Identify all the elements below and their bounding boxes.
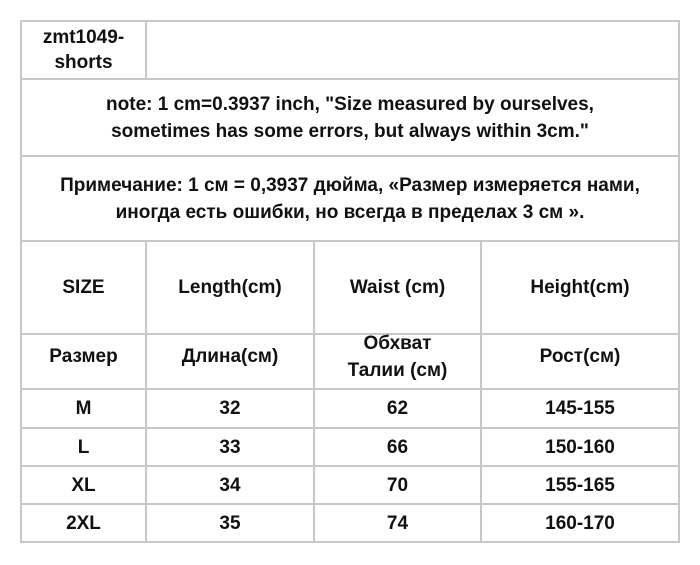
table-cell-length: 33 (147, 429, 315, 467)
table-cell-length: 34 (147, 467, 315, 505)
note-english: note: 1 cm=0.3937 inch, "Size measured by ourselves, sometimes has some errors, but always within 3cm." (22, 80, 678, 157)
table-cell-size: 2XL (22, 505, 147, 541)
table-cell-height: 160-170 (545, 512, 615, 534)
header-length: Length(cm) (147, 242, 315, 335)
table-cell-length: 32 (147, 390, 315, 429)
header-height-ru: Рост(см) (482, 325, 678, 390)
header-size-ru: Размер (22, 325, 147, 390)
table-cell-size: L (22, 429, 147, 467)
table-cell-length: 35 (147, 505, 315, 541)
header-waist: Waist (cm) (315, 242, 482, 335)
table-cell-waist: 62 (315, 390, 482, 429)
size-chart-table (20, 20, 680, 543)
header-height: Height(cm) (482, 242, 678, 335)
table-cell-waist: 74 (315, 505, 482, 541)
table-cell-height: 145-155 (482, 390, 678, 429)
table-cell-waist: 70 (315, 467, 482, 505)
table-cell-height: 155-165 (482, 467, 678, 505)
header-length-ru: Длина(см) (147, 325, 315, 390)
note-russian: Примечание: 1 см = 0,3937 дюйма, «Размер измеряется нами, иногда есть ошибки, но всегда в пределах 3 см ». (22, 157, 678, 242)
header-size: SIZE (22, 242, 147, 335)
table-cell-waist: 66 (315, 429, 482, 467)
table-cell-size: XL (22, 467, 147, 505)
empty-cell (147, 22, 678, 80)
table-cell-height: 150-160 (482, 429, 678, 467)
table-cell-size: M (22, 390, 147, 429)
header-waist-ru: Обхват Талии (см) (315, 325, 482, 390)
product-code: zmt1049- shorts (22, 22, 147, 80)
